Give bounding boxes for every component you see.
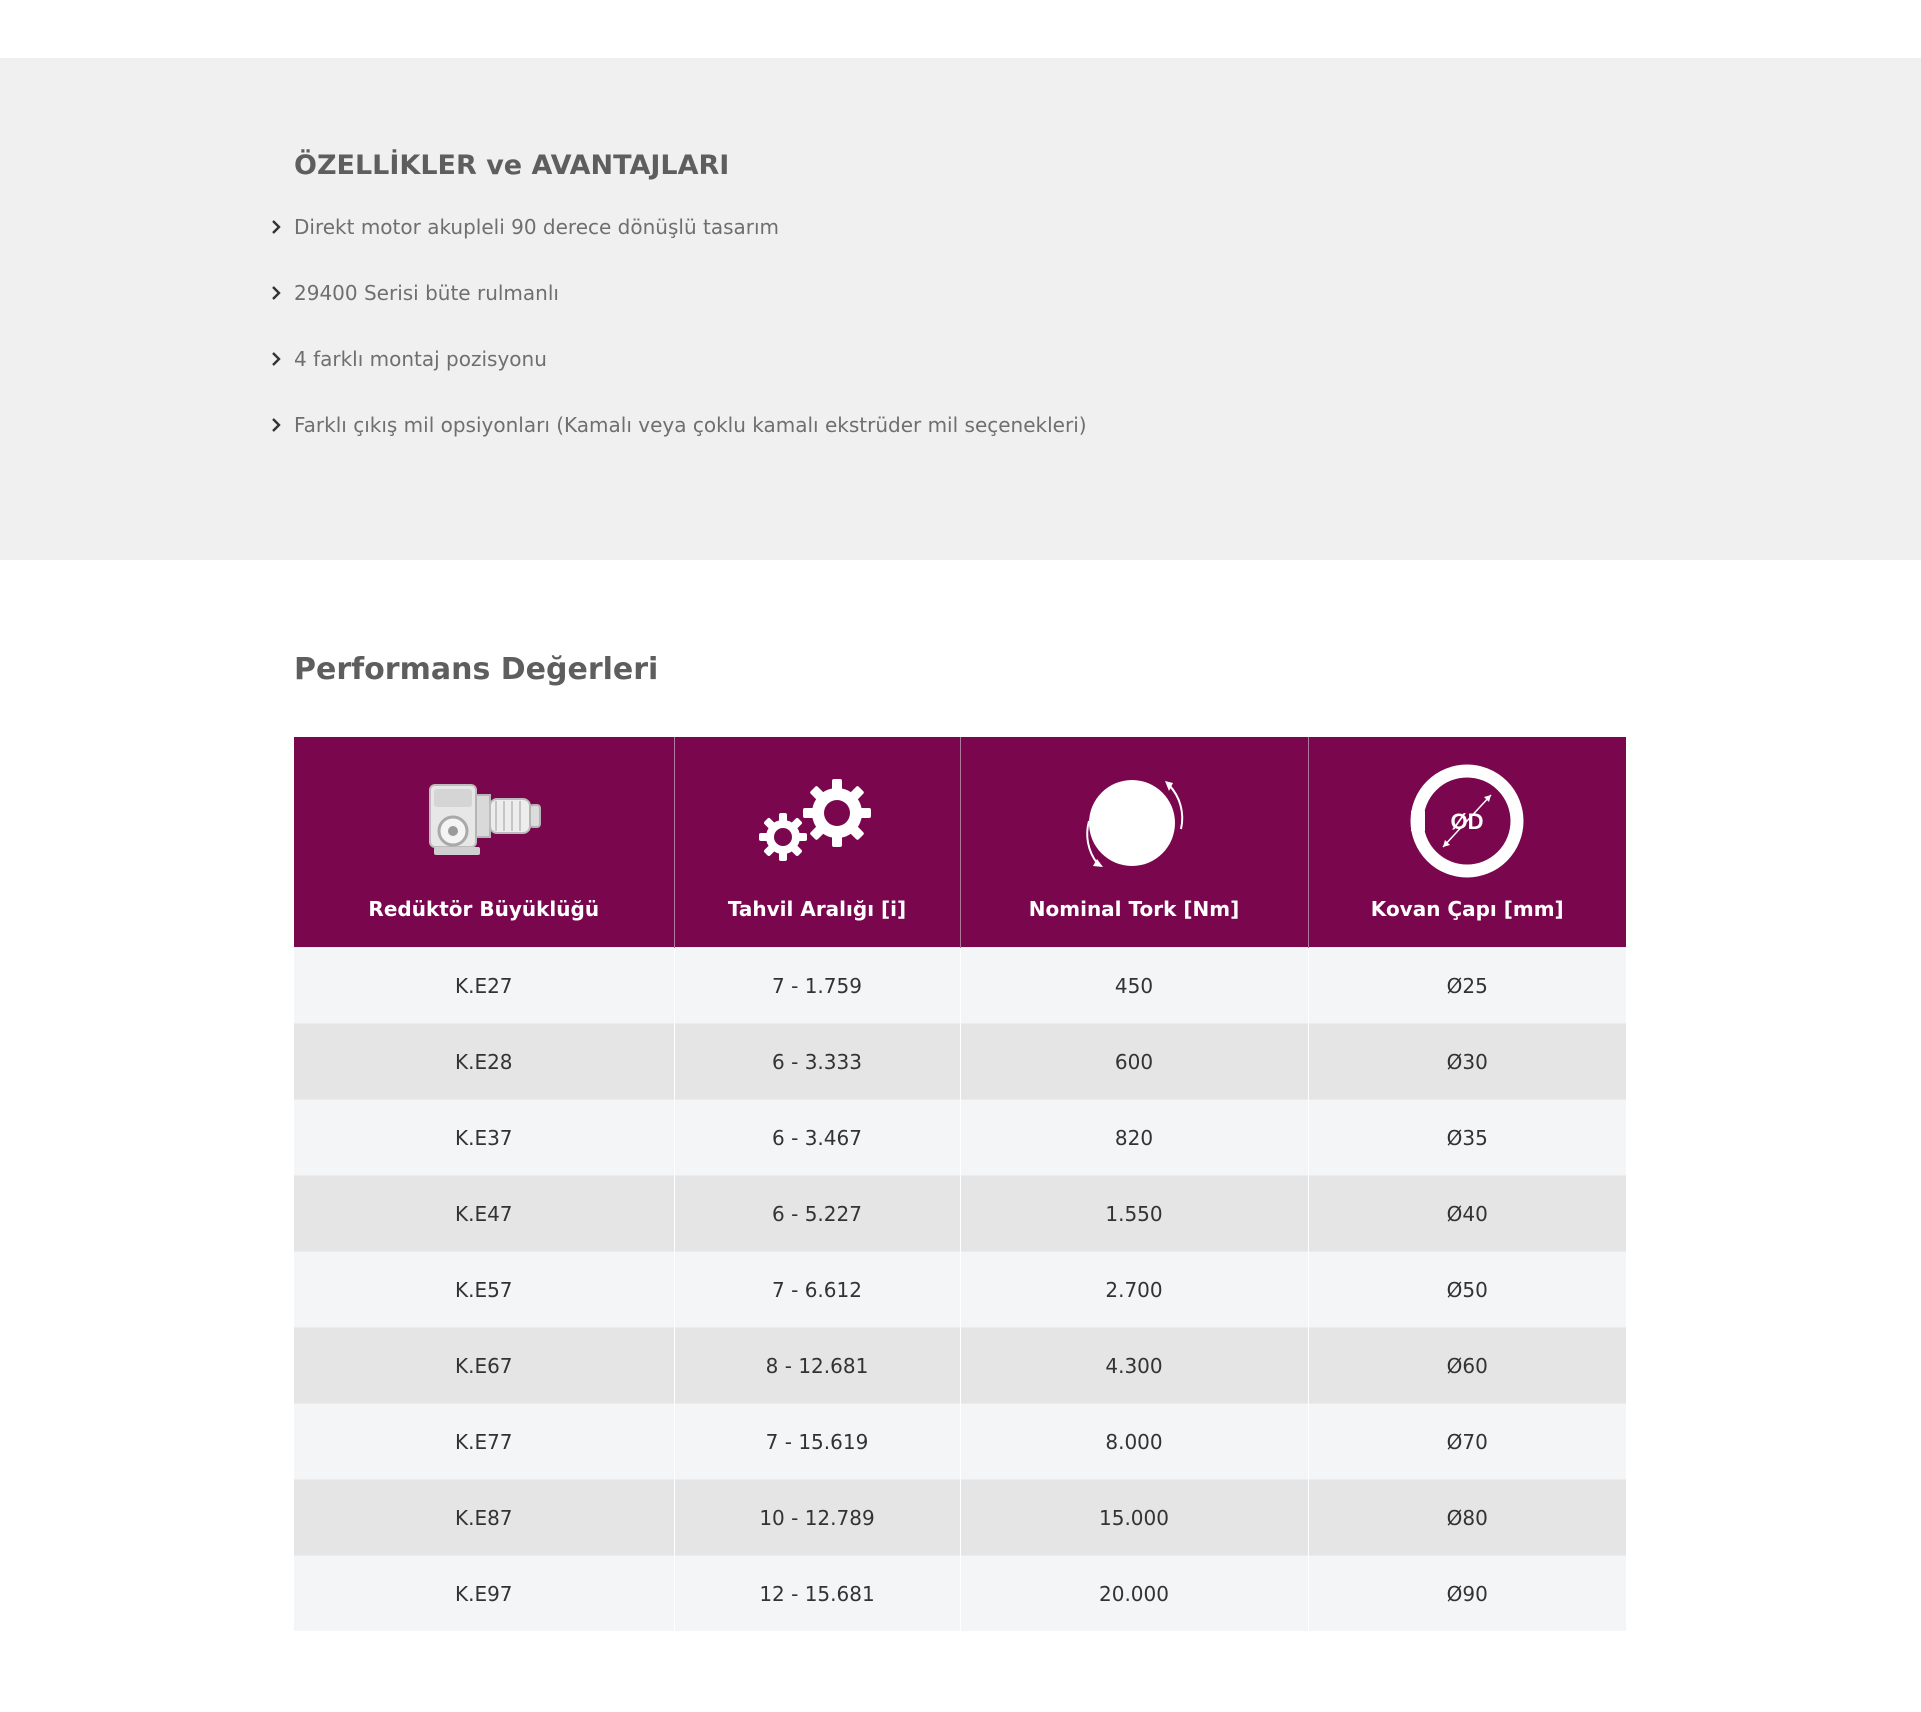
cell-nominal-torque: 4.300: [960, 1328, 1308, 1404]
feature-item-text: Direkt motor akupleli 90 derece dönüşlü tasarım: [294, 215, 780, 239]
table-row: [294, 1328, 1626, 1404]
cell-bore-diameter: Ø80: [1308, 1480, 1626, 1556]
feature-item: [270, 410, 1087, 476]
cell-nominal-torque: 600: [960, 1024, 1308, 1100]
chevron-right-icon: [270, 212, 294, 242]
feature-item-text: 4 farklı montaj pozisyonu: [294, 347, 547, 371]
cell-nominal-torque: 450: [960, 948, 1308, 1024]
cell-bore-diameter: Ø50: [1308, 1252, 1626, 1328]
cell-bore-diameter: Ø35: [1308, 1100, 1626, 1176]
cell-reducer-size: K.E67: [294, 1328, 674, 1404]
table-row: [294, 948, 1626, 1024]
chevron-right-icon: [270, 410, 294, 440]
features-title: ÖZELLİKLER ve AVANTAJLARI: [294, 150, 730, 181]
table-row: [294, 1480, 1626, 1556]
hollow-shaft-diameter-icon: [1405, 755, 1529, 887]
chevron-right-icon: [270, 344, 294, 374]
performance-title: Performans Değerleri: [294, 652, 659, 687]
cell-bore-diameter: Ø30: [1308, 1024, 1626, 1100]
feature-item: [270, 344, 1087, 410]
cell-bore-diameter: Ø70: [1308, 1404, 1626, 1480]
cell-bore-diameter: Ø60: [1308, 1328, 1626, 1404]
chevron-right-icon: [270, 278, 294, 308]
cell-reducer-size: K.E47: [294, 1176, 674, 1252]
table-row: [294, 1252, 1626, 1328]
column-header-ratio-range: [674, 737, 960, 948]
feature-item-text: Farklı çıkış mil opsiyonları (Kamalı veya çoklu kamalı ekstrüder mil seçenekleri): [294, 413, 1087, 437]
torque-icon: [1069, 755, 1199, 887]
table-row: [294, 1024, 1626, 1100]
cell-nominal-torque: 2.700: [960, 1252, 1308, 1328]
cell-nominal-torque: 8.000: [960, 1404, 1308, 1480]
cell-ratio-range: 7 - 15.619: [674, 1404, 960, 1480]
cell-reducer-size: K.E57: [294, 1252, 674, 1328]
table-row: [294, 1176, 1626, 1252]
cell-bore-diameter: Ø25: [1308, 948, 1626, 1024]
column-header-nominal-torque: [960, 737, 1308, 948]
cell-ratio-range: 8 - 12.681: [674, 1328, 960, 1404]
diameter-badge-text: ØD: [1450, 809, 1484, 834]
table-row: [294, 1556, 1626, 1632]
cell-reducer-size: K.E97: [294, 1556, 674, 1632]
feature-item-text: 29400 Serisi büte rulmanlı: [294, 281, 559, 305]
cell-ratio-range: 7 - 6.612: [674, 1252, 960, 1328]
cell-bore-diameter: Ø90: [1308, 1556, 1626, 1632]
gears-icon: [757, 755, 877, 887]
column-header-label: Nominal Tork [Nm]: [1028, 897, 1240, 921]
cell-nominal-torque: 15.000: [960, 1480, 1308, 1556]
cell-ratio-range: 7 - 1.759: [674, 948, 960, 1024]
cell-reducer-size: K.E87: [294, 1480, 674, 1556]
feature-item: [270, 278, 1087, 344]
cell-ratio-range: 10 - 12.789: [674, 1480, 960, 1556]
cell-ratio-range: 12 - 15.681: [674, 1556, 960, 1632]
cell-reducer-size: K.E27: [294, 948, 674, 1024]
gear-reducer-icon: [424, 755, 544, 887]
column-header-reducer-size: [294, 737, 674, 948]
column-header-label: Kovan Çapı [mm]: [1370, 897, 1564, 921]
table-header-row: [294, 737, 1626, 948]
cell-reducer-size: K.E37: [294, 1100, 674, 1176]
cell-reducer-size: K.E28: [294, 1024, 674, 1100]
cell-reducer-size: K.E77: [294, 1404, 674, 1480]
cell-nominal-torque: 1.550: [960, 1176, 1308, 1252]
cell-ratio-range: 6 - 3.333: [674, 1024, 960, 1100]
cell-nominal-torque: 820: [960, 1100, 1308, 1176]
cell-bore-diameter: Ø40: [1308, 1176, 1626, 1252]
column-header-label: Tahvil Aralığı [i]: [727, 897, 907, 921]
column-header-bore-diameter: [1308, 737, 1626, 948]
cell-nominal-torque: 20.000: [960, 1556, 1308, 1632]
table-row: [294, 1100, 1626, 1176]
table-row: [294, 1404, 1626, 1480]
cell-ratio-range: 6 - 3.467: [674, 1100, 960, 1176]
features-list: [270, 212, 1087, 476]
column-header-label: Redüktör Büyüklüğü: [368, 897, 600, 921]
cell-ratio-range: 6 - 5.227: [674, 1176, 960, 1252]
feature-item: [270, 212, 1087, 278]
performance-table: [294, 737, 1626, 1631]
